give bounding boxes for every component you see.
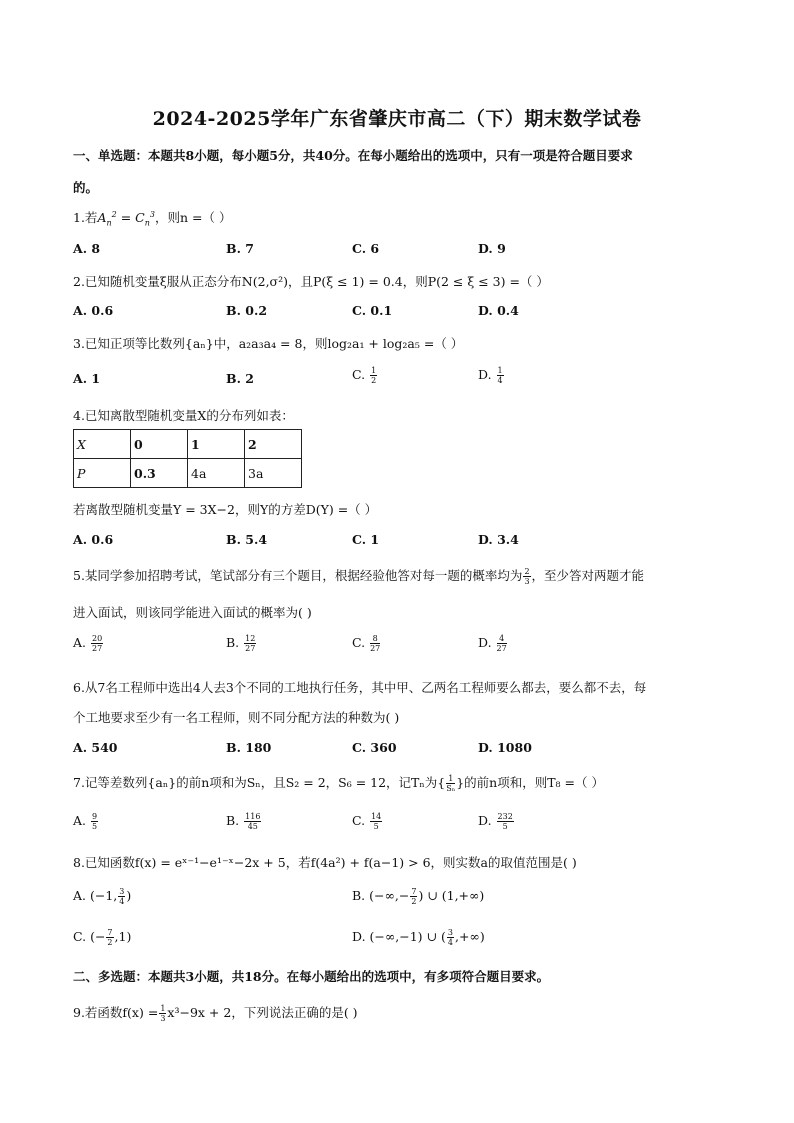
q5-option-c-fraction: $\frac{8}{27}$ [370,634,381,653]
q8-option-c: C. (− $\frac{7}{2}$ ,1) [73,928,132,947]
q6-option-b: B. 180 [226,740,272,755]
q3-option-c-fraction: $\frac{1}{2}$ [371,366,377,385]
q5-option-d: D. $\frac{4}{27}$ [478,634,507,653]
section1-header: 一、单选题：本题共8小题，每小题5分，共40分。在每小题给出的选项中，只有一项是符合题目要求 [73,148,633,163]
question-1-stem [73,208,231,228]
table-cell: 0 [131,430,188,459]
q6-option-d: D. 1080 [478,740,532,755]
q8-option-b-fraction: $\frac{7}{2}$ [411,887,417,906]
q5-probability-fraction: $\frac{2}{3}$ [524,567,530,586]
q7-option-d: D. $\frac{232}{5}$ [478,812,513,831]
table-cell: 1 [188,430,245,459]
q5-option-b-fraction: $\frac{12}{27}$ [245,634,256,653]
q1-option-c: C. 6 [352,241,380,256]
q7-text-b: }的前n项和，则T₈ =（ ） [456,775,604,790]
q4-option-d: D. 3.4 [478,532,519,547]
question-8-stem: 8.已知函数f(x) = eˣ⁻¹−e¹⁻ˣ−2x + 5，若f(4a²) + f(a−1) > 6，则实数a的取值范围是( ) [73,855,577,870]
q2-option-a: A. 0.6 [73,303,114,318]
distribution-table [73,429,302,488]
q7-option-b-fraction: $\frac{116}{45}$ [245,812,261,831]
q3-option-a: A. 1 [73,371,101,386]
question-7-stem [73,773,604,793]
page-title: 2024-2025学年广东省肇庆市高二（下）期末数学试卷 [152,108,642,130]
q5-option-c: C. $\frac{8}{27}$ [352,634,381,653]
q7-option-a-fraction: $\frac{9}{5}$ [92,812,98,831]
question-6-stem-cont: 个工地要求至少有一名工程师，则不同分配方法的种数为( ) [73,710,400,725]
question-3-stem: 3.已知正项等比数列{aₙ}中，a₂a₃a₄ = 8，则log₂a₁ + log₂a₅ =（ ） [73,336,464,351]
section1-header-cont: 的。 [73,180,99,195]
q2-option-b: B. 0.2 [226,303,268,318]
q5-option-b: B. $\frac{12}{27}$ [226,634,256,653]
q6-option-c: C. 360 [352,740,397,755]
q3-option-d-fraction: $\frac{1}{4}$ [497,366,503,385]
q3-option-d [478,366,505,385]
table-row [74,430,302,459]
q7-option-b: B. $\frac{116}{45}$ [226,812,261,831]
q7-option-c-fraction: $\frac{14}{5}$ [371,812,382,831]
question-6-stem: 6.从7名工程师中选出4人去3个不同的工地执行任务，其中甲、乙两名工程师要么都去，要么都不去，每 [73,680,647,695]
section2-header: 二、多选题：本题共3小题，共18分。在每小题给出的选项中，有多项符合题目要求。 [73,969,550,984]
table-cell: 2 [245,430,302,459]
q3-option-c [352,366,378,385]
q4-option-b: B. 5.4 [226,532,268,547]
q9-coefficient-fraction: $\frac{1}{3}$ [160,1004,166,1023]
table-cell: 0.3 [131,459,188,488]
table-row [74,459,302,488]
question-9-stem [73,1003,358,1023]
table-cell: 3a [245,459,302,488]
q9-text-a: 9.若函数f(x) = [73,1005,159,1020]
q3-option-d-label: D. [478,367,492,382]
table-cell: X [74,430,131,459]
q5-option-d-fraction: $\frac{4}{27}$ [496,634,507,653]
q1-formula: $A_n^2 = C_n^3$ [97,209,155,228]
q8-option-d-fraction: $\frac{3}{4}$ [447,928,453,947]
q5-option-a-fraction: $\frac{20}{27}$ [92,634,103,653]
q3-option-c-label: C. [352,367,366,382]
q7-option-a: A. $\frac{9}{5}$ [73,812,98,831]
q8-option-c-fraction: $\frac{7}{2}$ [107,928,113,947]
q4-option-c: C. 1 [352,532,380,547]
q5-option-a: A. $\frac{20}{27}$ [73,634,103,653]
q8-option-d: D. (−∞,−1) ∪ ( $\frac{3}{4}$ ,+∞) [352,928,485,947]
table-cell: P [74,459,131,488]
question-4-stem-2: 若离散型随机变量Y = 3X−2，则Y的方差D(Y) =（ ） [73,502,378,517]
q5-text-a: 5.某同学参加招聘考试，笔试部分有三个题目，根据经验他答对每一题的概率均为 [73,568,523,583]
q8-option-a-fraction: $\frac{3}{4}$ [119,887,125,906]
q7-reciprocal-fraction: $\frac{1}{\text{Sₙ}}$ [446,774,456,793]
q5-text-b: ，至少答对两题才能 [531,568,645,583]
q1-option-d: D. 9 [478,241,506,256]
q6-option-a: A. 540 [73,740,118,755]
q1-prefix: 1.若 [73,210,98,225]
question-4-stem: 4.已知离散型随机变量X的分布列如表： [73,408,294,423]
q7-option-d-fraction: $\frac{232}{5}$ [497,812,513,831]
question-5-stem [73,566,644,586]
q2-option-d: D. 0.4 [478,303,519,318]
table-cell: 4a [188,459,245,488]
q7-option-c: C. $\frac{14}{5}$ [352,812,382,831]
q1-option-b: B. 7 [226,241,254,256]
q7-text-a: 7.记等差数列{aₙ}的前n项和为Sₙ，且S₂ = 2，S₆ = 12，记Tₙ为{ [73,775,446,790]
q4-option-a: A. 0.6 [73,532,114,547]
question-5-stem-cont: 进入面试，则该同学能进入面试的概率为( ) [73,605,312,620]
q8-option-a: A. (−1, $\frac{3}{4}$ ) [73,887,132,906]
q1-option-a: A. 8 [73,241,101,256]
q1-suffix: ，则n =（ ） [154,210,232,225]
q8-option-b: B. (−∞,− $\frac{7}{2}$ ) ∪ (1,+∞) [352,887,485,906]
q2-option-c: C. 0.1 [352,303,393,318]
q3-option-b: B. 2 [226,371,254,386]
question-2-stem: 2.已知随机变量ξ服从正态分布N(2,σ²)，且P(ξ ≤ 1) = 0.4，则P(2 ≤ ξ ≤ 3) =（ ） [73,274,549,289]
q9-text-b: x³−9x + 2，下列说法正确的是( ) [167,1005,358,1020]
